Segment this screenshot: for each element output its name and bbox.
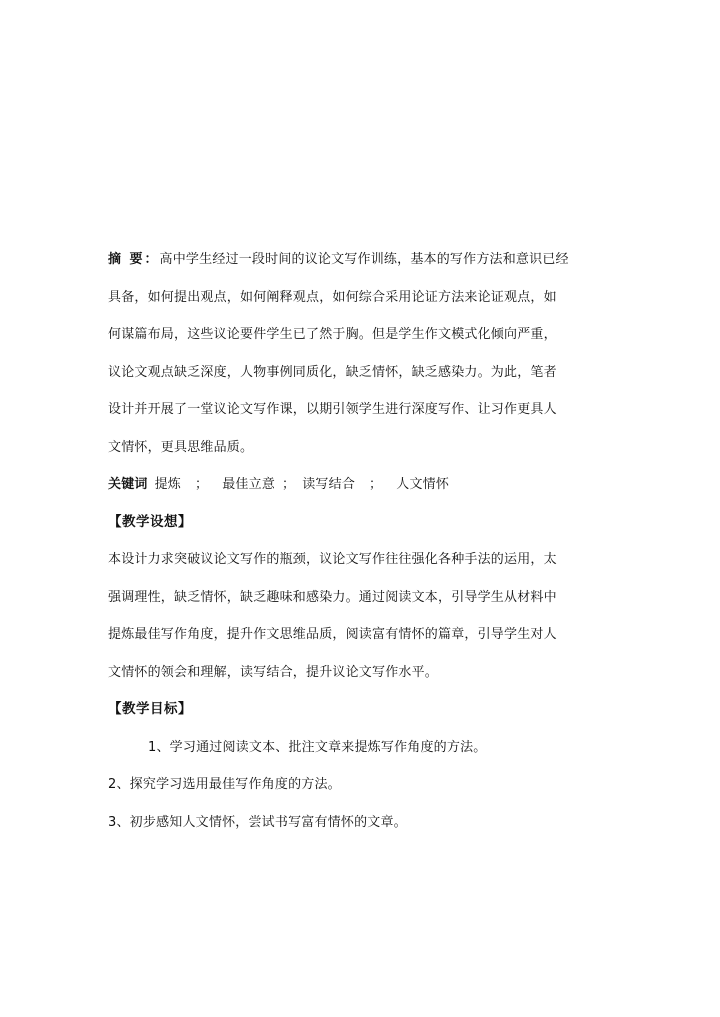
abstract-paragraph [108,241,613,466]
abstract-line-3: 何谋篇布局，这些议论要件学生已了然于胸。但是学生作文模式化倾向严重， [108,327,557,342]
keywords-label: 关键词 [108,477,148,492]
goals-list [108,729,613,842]
abstract-text-1: 高中学生经过一段时间的议论文写作训练，基本的写作方法和意识已经 [159,252,569,267]
section-heading-goals: 【教学目标】 [108,701,192,717]
design-line-2: 强调理性，缺乏情怀，缺乏趣味和感染力。通过阅读文本，引导学生从材料中 [108,589,557,605]
keywords-line [108,466,613,504]
goal-item-3: 3、初步感知人文情怀，尝试书写富有情怀的文章。 [108,814,407,830]
abstract-label: 摘 要： [108,252,160,267]
keyword-separator-2: ； [282,477,296,492]
abstract-line-2: 具备，如何提出观点，如何阐释观点，如何综合采用论证方法来论证观点，如 [108,289,557,305]
design-line-3: 提炼最佳写作角度，提升作文思维品质，阅读富有情怀的篇章，引导学生对人 [108,627,557,642]
goal-item-2: 2、探究学习选用最佳写作角度的方法。 [108,777,341,792]
abstract-line-6: 文情怀，更具思维品质。 [108,439,254,455]
section-heading-design: 【教学设想】 [108,513,192,530]
keyword-1: 提炼 [154,477,182,492]
keyword-4: 人文情怀 [396,477,450,492]
document-content [108,241,613,841]
goal-item-1: 1、学习通过阅读文本、批注文章来提炼写作角度的方法。 [148,739,487,755]
keyword-separator-1: ； [195,477,209,492]
abstract-line-4: 议论文观点缺乏深度，人物事例同质化，缺乏情怀，缺乏感染力。为此，笔者 [108,364,557,380]
keyword-separator-3: ； [369,477,383,492]
design-paragraph [108,541,613,691]
keyword-2: 最佳立意 [222,477,276,492]
design-line-1: 本设计力求突破议论文写作的瓶颈，议论文写作往往强化各种手法的运用，太 [108,552,557,567]
design-line-4: 文情怀的领会和理解，读写结合，提升议论文写作水平。 [108,664,439,680]
keyword-3: 读写结合 [302,477,356,492]
abstract-line-1 [108,241,613,279]
abstract-line-5: 设计并开展了一堂议论文写作课，以期引领学生进行深度写作、让习作更具人 [108,402,557,417]
